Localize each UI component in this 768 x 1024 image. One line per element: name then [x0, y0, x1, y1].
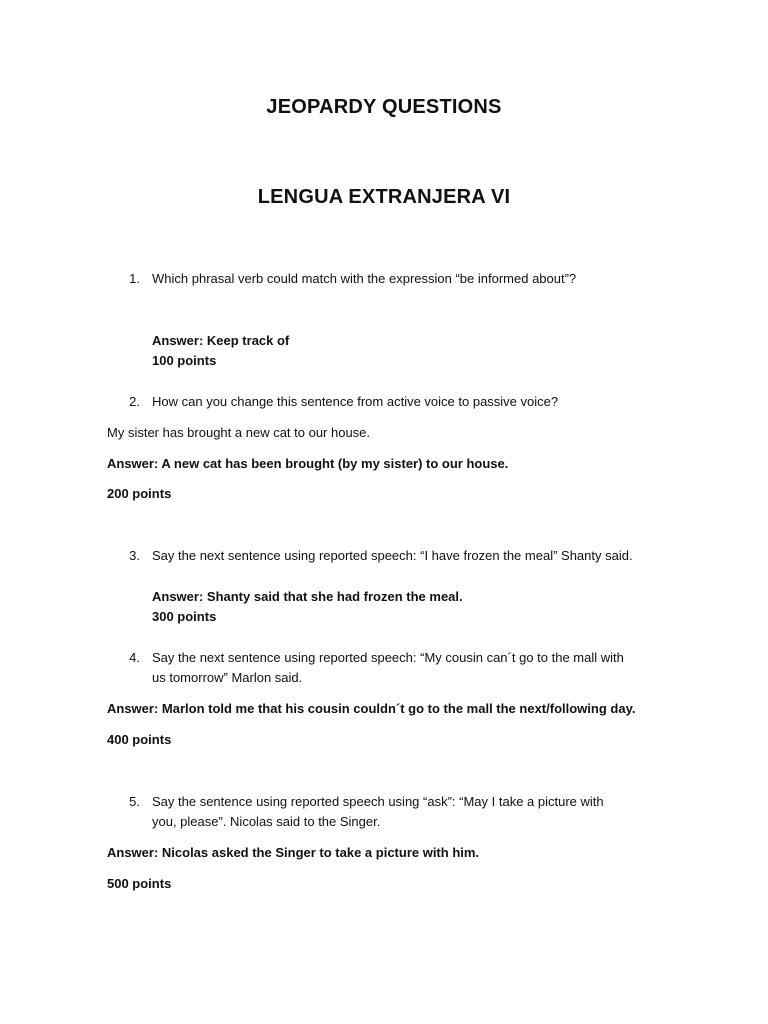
question-5-number: 5. — [129, 794, 140, 809]
question-4-points: 400 points — [107, 732, 172, 747]
question-2-points: 200 points — [107, 486, 172, 501]
question-4-text-line-1: Say the next sentence using reported speech: “My cousin can´t go to the mall with — [152, 650, 624, 665]
question-1-points: 100 points — [152, 353, 217, 368]
question-5-text-line-2: you, please”. Nicolas said to the Singer. — [152, 814, 381, 829]
document-subtitle: LENGUA EXTRANJERA VI — [257, 186, 511, 208]
question-3-answer: Answer: Shanty said that she had frozen the meal. — [152, 589, 463, 604]
question-4-text-line-2: us tomorrow” Marlon said. — [152, 670, 303, 685]
document-title: JEOPARDY QUESTIONS — [266, 96, 502, 118]
question-3-number: 3. — [129, 548, 140, 563]
question-5-points: 500 points — [107, 876, 172, 891]
question-3-text: Say the next sentence using reported speech: “I have frozen the meal” Shanty said. — [152, 548, 633, 563]
question-2-sentence: My sister has brought a new cat to our house. — [107, 425, 371, 440]
question-4-number: 4. — [129, 650, 140, 665]
question-4-answer: Answer: Marlon told me that his cousin couldn´t go to the mall the next/following day. — [107, 701, 636, 716]
question-1-answer: Answer: Keep track of — [152, 333, 290, 348]
question-1-number: 1. — [129, 271, 140, 286]
question-5-answer: Answer: Nicolas asked the Singer to take a picture with him. — [107, 845, 480, 860]
question-2-number: 2. — [129, 394, 140, 409]
question-2-answer: Answer: A new cat has been brought (by my sister) to our house. — [107, 456, 509, 471]
question-2-text: How can you change this sentence from active voice to passive voice? — [152, 394, 559, 409]
question-3-points: 300 points — [152, 609, 217, 624]
question-5-text-line-1: Say the sentence using reported speech using “ask”: “May I take a picture with — [152, 794, 604, 809]
question-1-text: Which phrasal verb could match with the expression “be informed about”? — [152, 271, 577, 286]
